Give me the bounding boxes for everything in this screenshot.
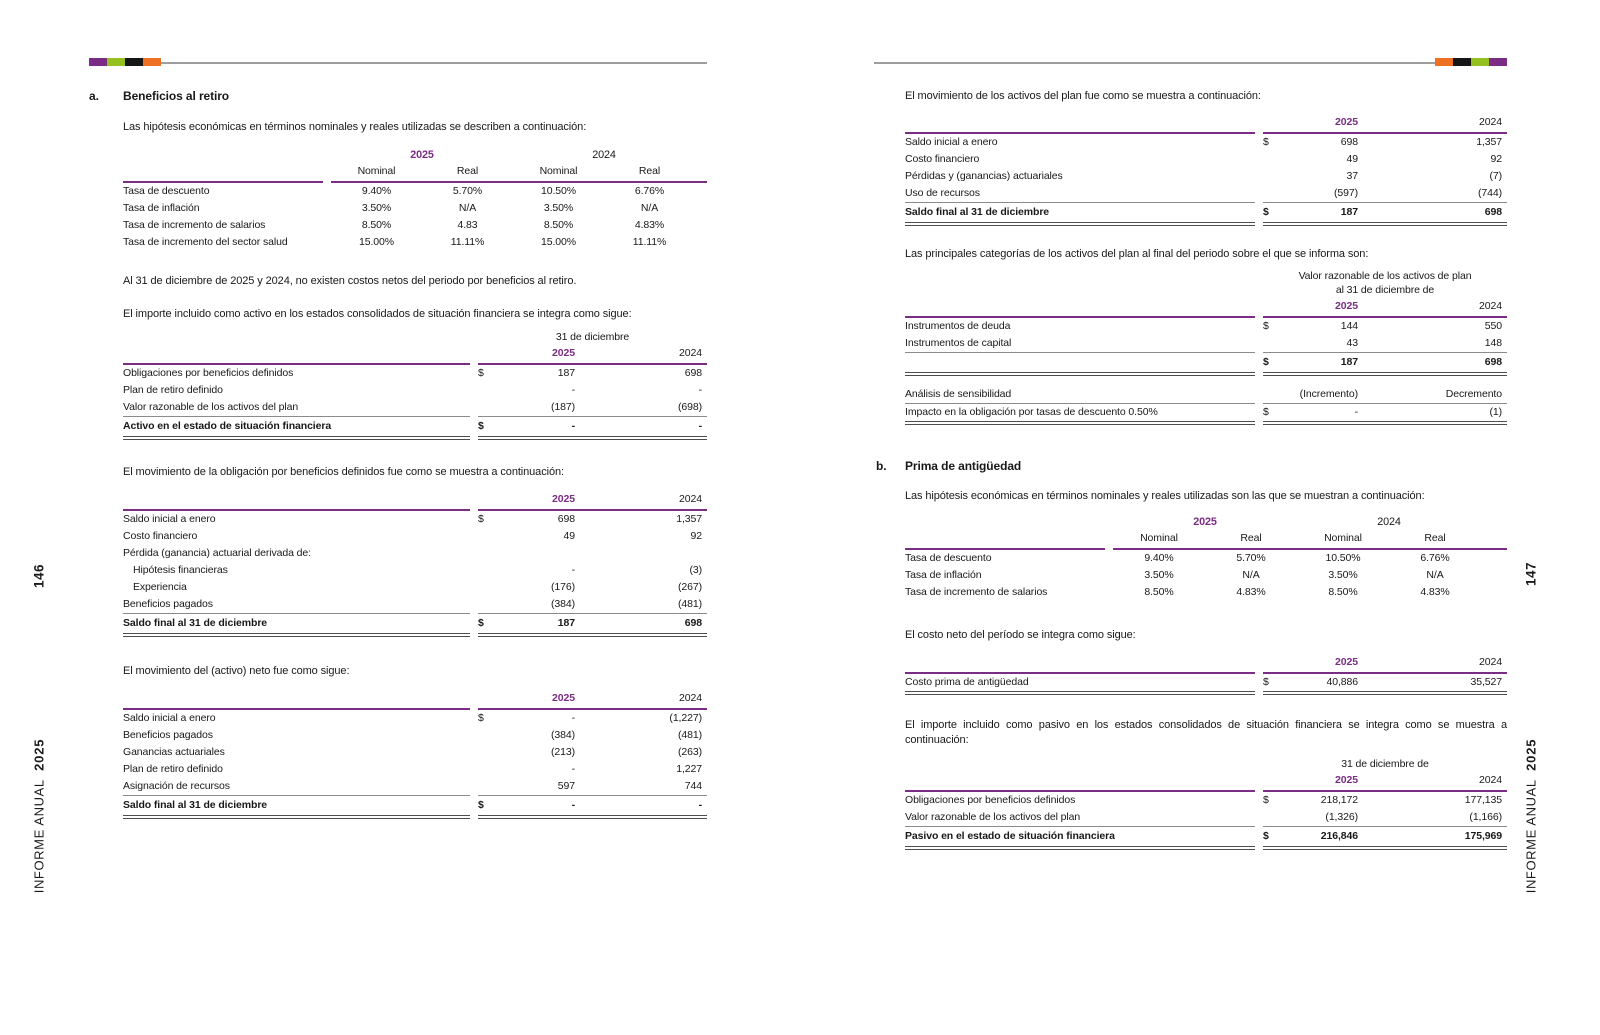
table-row: Pérdidas y (ganancias) actuariales 37 (7) [905, 170, 1502, 182]
annual-report-year: 2025 [1523, 738, 1539, 771]
year-group-row [123, 147, 707, 163]
colorbar-segment-green [1471, 58, 1489, 66]
page-number-right: 147 [1523, 561, 1539, 587]
table-row: Asignación de recursos 597 744 [123, 778, 707, 796]
year-2025-header: 2025 [1281, 114, 1361, 133]
section-heading-b [874, 459, 1507, 473]
span-header-row [905, 284, 1507, 298]
year-header-row [905, 772, 1507, 791]
plan-asset-categories-table [905, 270, 1507, 425]
brand-colorbar [1435, 58, 1507, 66]
section-letter: a. [89, 89, 99, 103]
liability-position-table [905, 758, 1507, 850]
year-header-row [905, 298, 1507, 317]
table-row: Saldo inicial a enero $ 698 1,357 [905, 136, 1502, 148]
span-header: 31 de diciembre [555, 331, 630, 343]
annual-report-sidebar-right [1524, 739, 1539, 894]
year-2024-header: 2024 [592, 149, 616, 161]
paragraph: El movimiento de la obligación por beneficios definidos fue como se muestra a continuación: [123, 466, 564, 478]
subheader-row [123, 163, 707, 182]
span-header: Valor razonable de los activos de plan [1298, 270, 1472, 282]
year-header-row [905, 114, 1507, 133]
table-row: Saldo final al 31 de diciembre $ 187 698 [123, 614, 707, 636]
subheader-row [905, 530, 1507, 549]
page-146 [89, 55, 707, 819]
year-2024-header: 2024 [1361, 298, 1507, 317]
table-row: Pérdida (ganancia) actuarial derivada de: [123, 547, 311, 559]
page-topbar [89, 55, 707, 66]
top-rule [874, 62, 1507, 64]
year-2025-header: 2025 [496, 690, 578, 709]
table-row: Saldo final al 31 de diciembre $ 187 698 [905, 203, 1507, 225]
table-row: Tasa de descuento 9.40% 5.70% 10.50% 6.76% [123, 185, 665, 197]
paragraph: El movimiento de los activos del plan fue como se muestra a continuación: [905, 90, 1261, 102]
year-2024-header: 2024 [578, 491, 707, 510]
year-2024-header: 2024 [578, 345, 707, 364]
span-header-row [905, 758, 1507, 772]
paragraph: Las hipótesis económicas en términos nominales y reales utilizadas son las que se muestran a continuación: [905, 490, 1425, 502]
col-real: Real [1389, 530, 1481, 549]
year-2024-header: 2024 [1377, 516, 1401, 528]
year-header-row [905, 654, 1507, 673]
section-letter: b. [876, 459, 887, 473]
year-2024-header: 2024 [1361, 114, 1507, 133]
table-row: Saldo inicial a enero $ 698 1,357 [123, 513, 702, 525]
paragraph: El importe incluido como activo en los estados consolidados de situación financiera se integra como sigue: [123, 308, 632, 320]
table-row: $ 187 698 [905, 353, 1507, 375]
table-row: Plan de retiro definido - - [123, 384, 702, 396]
table-row: Costo financiero 49 92 [123, 530, 702, 542]
col-nominal: Nominal [1297, 530, 1389, 549]
table-row: Tasa de incremento del sector salud 15.00% 11.11% 15.00% 11.11% [123, 236, 667, 248]
paragraph: Las principales categorías de los activos del plan al final del periodo sobre el que se informa son: [905, 248, 1369, 260]
paragraph: El importe incluido como pasivo en los estados consolidados de situación financiera se integra como se muestra a continuación: [905, 719, 1507, 746]
table-row: Instrumentos de deuda $ 144 550 [905, 320, 1502, 332]
annual-report-label: INFORME ANUAL [31, 775, 47, 894]
span-header-row [905, 270, 1507, 284]
year-2025-header: 2025 [1281, 298, 1361, 317]
net-period-cost-table [905, 654, 1507, 695]
table-row: Valor razonable de los activos del plan (187) (698) [123, 399, 707, 417]
span-header: 31 de diciembre de [1341, 758, 1429, 770]
col-real: Real [604, 163, 695, 182]
asset-position-table [123, 331, 707, 440]
col-nominal: Nominal [513, 163, 604, 182]
table-row: Tasa de inflación 3.50% N/A 3.50% N/A [905, 569, 1444, 581]
colorbar-segment-green [107, 58, 125, 66]
table-row: Experiencia (176) (267) [133, 581, 702, 593]
table-row: Instrumentos de capital 43 148 [905, 335, 1507, 353]
year-2025-header: 2025 [1281, 772, 1361, 791]
colorbar-segment-purple [1489, 58, 1507, 66]
net-asset-movement-table [123, 690, 707, 819]
paragraph: El movimiento del (activo) neto fue como sigue: [123, 665, 350, 677]
table-row: Beneficios pagados (384) (481) [123, 729, 702, 741]
year-2024-header: 2024 [1361, 772, 1507, 791]
page-topbar [874, 55, 1507, 66]
table-row: Beneficios pagados (384) (481) [123, 596, 707, 614]
top-rule [89, 62, 707, 64]
table-row: Impacto en la obligación por tasas de descuento 0.50% $ - (1) [905, 404, 1507, 424]
span-header-row [123, 331, 707, 345]
section-title: Prima de antigüedad [905, 459, 1022, 473]
table-row: Costo financiero 49 92 [905, 153, 1502, 165]
col-real: Real [1205, 530, 1297, 549]
year-header-row [123, 491, 707, 510]
year-2025-header: 2025 [496, 491, 578, 510]
table-row: Valor razonable de los activos del plan (1,326) (1,166) [905, 809, 1507, 827]
year-2025-header: 2025 [496, 345, 578, 364]
page-number-left: 146 [31, 563, 47, 589]
table-row: Pasivo en el estado de situación financiera $ 216,846 175,969 [905, 827, 1507, 849]
seniority-assumptions-table [905, 514, 1507, 601]
year-header-row [123, 345, 707, 364]
paragraph: El costo neto del período se integra como sigue: [905, 629, 1136, 641]
table-row: Saldo inicial a enero $ - (1,227) [123, 712, 702, 724]
annual-report-label: INFORME ANUAL [1523, 775, 1539, 894]
year-2024-header: 2024 [1361, 654, 1507, 673]
table-row: Ganancias actuariales (213) (263) [123, 746, 702, 758]
year-2025-header: 2025 [1281, 654, 1361, 673]
section-heading-a [89, 89, 707, 103]
table-row: Tasa de incremento de salarios 8.50% 4.83% 8.50% 4.83% [905, 586, 1450, 598]
colorbar-segment-orange [143, 58, 161, 66]
colorbar-segment-black [1453, 58, 1471, 66]
year-header-row [123, 690, 707, 709]
col-real: Real [422, 163, 513, 182]
dbo-movement-table [123, 491, 707, 637]
paragraph: Al 31 de diciembre de 2025 y 2024, no existen costos netos del periodo por beneficios al retiro. [123, 275, 577, 287]
year-2025-header: 2025 [410, 149, 434, 161]
annual-report-sidebar-left [32, 739, 47, 894]
table-row: Plan de retiro definido - 1,227 [123, 763, 702, 775]
table-row: Uso de recursos (597) (744) [905, 185, 1507, 203]
brand-colorbar [89, 58, 161, 66]
table-row: Saldo final al 31 de diciembre $ - - [123, 796, 707, 818]
table-row: Obligaciones por beneficios definidos $ 218,172 177,135 [905, 794, 1502, 806]
table-row: Hipótesis financieras - (3) [133, 564, 702, 576]
table-row: Tasa de descuento 9.40% 5.70% 10.50% 6.76% [905, 552, 1450, 564]
span-header: al 31 de diciembre de [1335, 284, 1435, 296]
section-title: Beneficios al retiro [123, 89, 230, 103]
table-row: Análisis de sensibilidad (Incremento) Decremento [905, 374, 1507, 404]
table-row: Tasa de incremento de salarios 8.50% 4.83 8.50% 4.83% [123, 219, 665, 231]
page-147 [874, 55, 1507, 850]
table-row: Costo prima de antigüedad $ 40,886 35,527 [905, 673, 1507, 693]
table-row: Activo en el estado de situación financiera $ - - [123, 417, 707, 439]
table-row: Obligaciones por beneficios definidos $ 187 698 [123, 367, 702, 379]
col-nominal: Nominal [331, 163, 422, 182]
year-2025-header: 2025 [1193, 516, 1217, 528]
col-nominal: Nominal [1113, 530, 1205, 549]
table-row: Tasa de inflación 3.50% N/A 3.50% N/A [123, 202, 659, 214]
annual-report-year: 2025 [31, 738, 47, 771]
year-group-row [905, 514, 1507, 530]
colorbar-segment-purple [89, 58, 107, 66]
year-2024-header: 2024 [578, 690, 707, 709]
retirement-assumptions-table [123, 147, 707, 251]
paragraph: Las hipótesis económicas en términos nominales y reales utilizadas se describen a continuación: [123, 121, 587, 133]
plan-assets-movement-table [905, 114, 1507, 226]
colorbar-segment-orange [1435, 58, 1453, 66]
colorbar-segment-black [125, 58, 143, 66]
